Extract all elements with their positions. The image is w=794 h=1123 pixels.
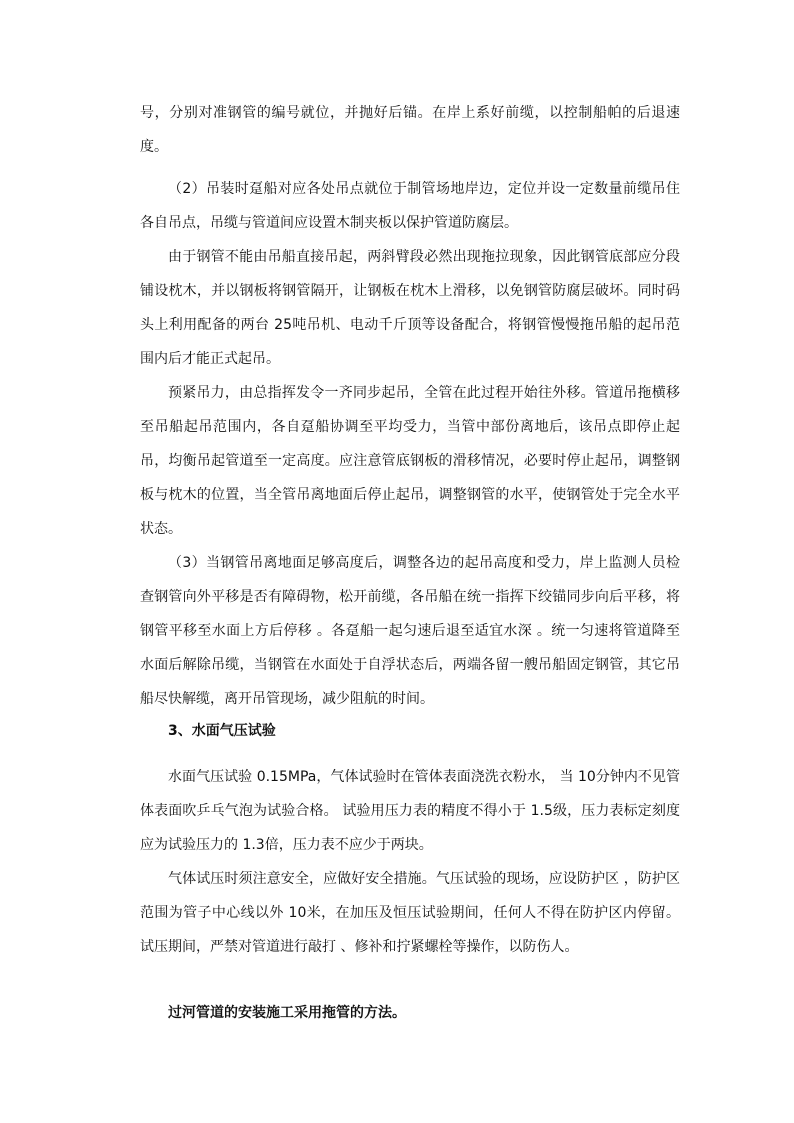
paragraph-step-2: （2）吊装时趸船对应各处吊点就位于制管场地岸边，定位并设一定数量前缆吊住各自吊点，吊缆与管道间应设置木制夹板以保护管道防腐层。 bbox=[140, 181, 680, 231]
paragraph-continuation: 号，分别对准钢管的编号就位，并抛好后锚。在岸上系好前缆，以控制船帕的后退速度。 bbox=[140, 105, 680, 155]
section-heading-air-pressure-test: 3、水面气压试验 bbox=[168, 723, 276, 739]
paragraph-steel-pipe-drag: 由于钢管不能由吊船直接吊起，两斜臂段必然出现拖拉现象，因此钢管底部应分段铺设枕木，并以钢板将钢管隔开，让钢板在枕木上滑移，以免钢管防腐层破坏。同时码头上利用配备的两台 25吨吊机、电动千斤顶等设备配合，将钢管慢慢拖吊船的起吊范围内后才能正式起吊。 bbox=[140, 249, 680, 367]
paragraph-conclusion: 过河管道的安装施工采用拖管的方法。 bbox=[168, 1005, 406, 1021]
paragraph-pretension-lift: 预紧吊力，由总指挥发令一齐同步起吊，全管在此过程开始往外移。管道吊拖横移至吊船起吊范围内，各自趸船协调至平均受力，当管中部份离地后，该吊点即停止起吊，均衡吊起管道至一定高度。应注意管底钢板的滑移情况，必要时停止起吊，调整钢板与枕木的位置，当全管吊离地面后停止起吊，调整钢管的水平，使钢管处于完全水平状态。 bbox=[140, 385, 680, 537]
paragraph-test-standard: 水面气压试验 0.15MPa，气体试验时在管体表面浇洗衣粉水， 当 10分钟内不见管体表面吹乒乓气泡为试验合格。 试验用压力表的精度不得小于 1.5级，压力表标定刻度应为试验压力的 1.3倍，压力表不应少于两块。 bbox=[140, 769, 680, 853]
paragraph-step-3: （3）当钢管吊离地面足够高度后，调整各边的起吊高度和受力，岸上监测人员检查钢管向外平移是否有障碍物，松开前缆，各吊船在统一指挥下绞锚同步向后平移，将钢管平移至水面上方后停移 。各趸船一起匀速后退至适宜水深 。统一匀速将管道降至水面后解除吊缆，当钢管在水面处于自浮状态后，两端各留一艘吊船固定钢管，其它吊船尽快解缆，离开吊管现场，减少阻航的时间。 bbox=[140, 555, 680, 707]
paragraph-safety: 气体试压时须注意安全，应做好安全措施。气压试验的现场，应设防护区 ，防护区范围为管子中心线以外 10米，在加压及恒压试验期间，任何人不得在防护区内停留。试压期间，严禁对管道进行敲打 、修补和拧紧螺栓等操作，以防伤人。 bbox=[140, 871, 680, 955]
